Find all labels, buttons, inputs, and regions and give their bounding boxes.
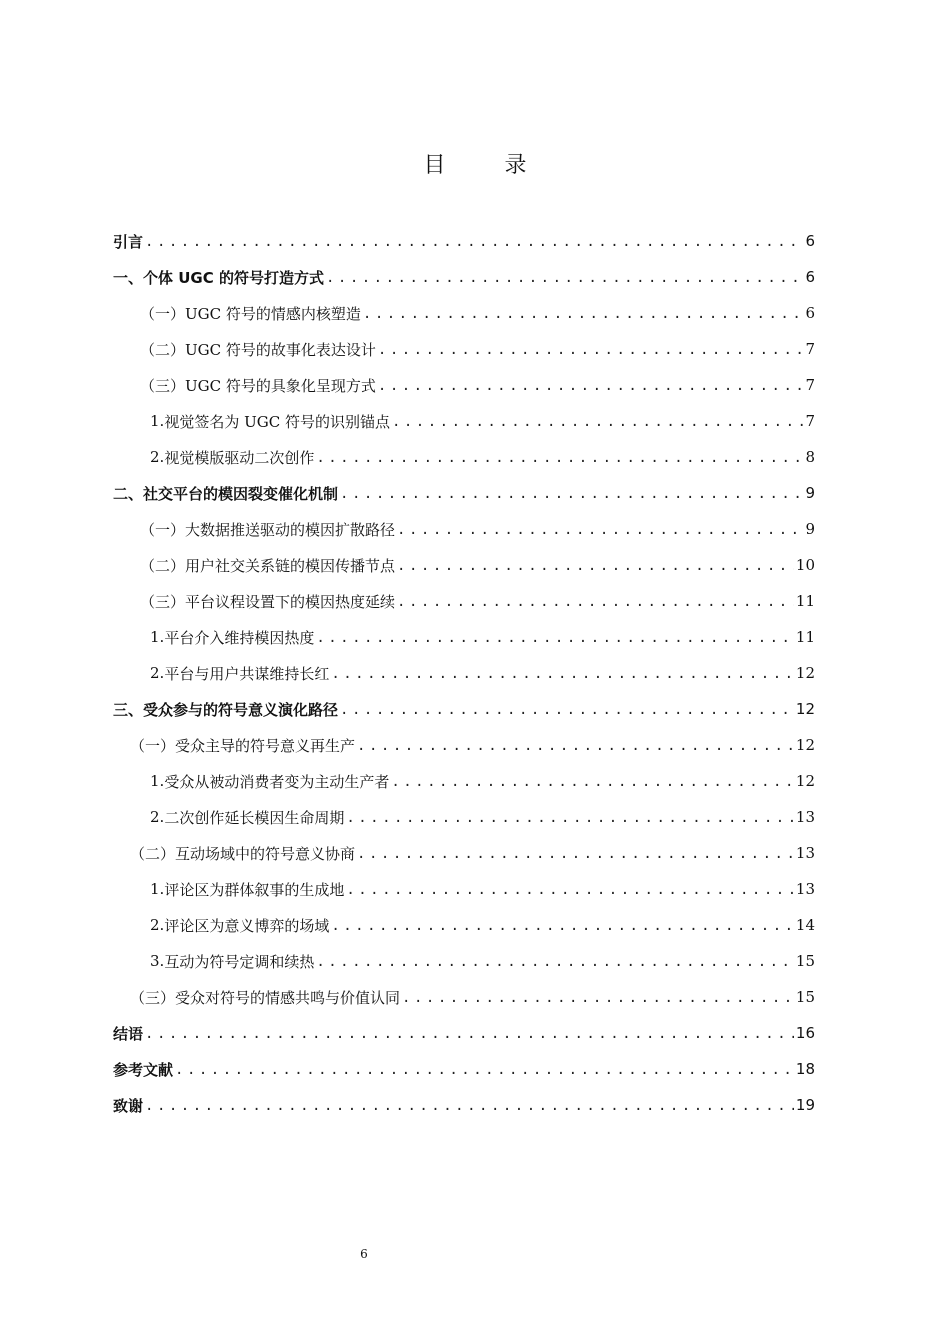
toc-entry-conclusion[interactable] <box>113 1015 815 1051</box>
dot-leader <box>346 800 794 836</box>
toc-entry-section-3-1[interactable] <box>130 727 815 763</box>
toc-entry-number: 1. <box>150 412 165 430</box>
dot-leader <box>316 620 794 656</box>
toc-entry-subsection-3-2-3[interactable] <box>150 943 815 979</box>
toc-entry-label: 评论区为意义博弈的场域 <box>164 916 330 935</box>
toc-entry-subsection-3-1-1[interactable] <box>150 763 815 799</box>
toc-entry-page: 11 <box>795 592 815 610</box>
dot-leader <box>175 1052 794 1088</box>
dot-leader <box>145 224 803 260</box>
toc-entry-page: 14 <box>795 916 815 934</box>
toc-entry-section-3-3[interactable] <box>130 979 815 1015</box>
toc-entry-introduction[interactable] <box>113 223 815 259</box>
toc-entry-label: 平台议程设置下的模因热度延续 <box>185 592 396 611</box>
toc-entry-page: 15 <box>795 952 815 970</box>
toc-entry-label: 视觉签名为 UGC 符号的识别锚点 <box>164 412 390 431</box>
toc-entry-label: 个体 UGC 的符号打造方式 <box>143 268 324 287</box>
toc-entry-number: （三） <box>140 592 186 611</box>
dot-leader <box>378 332 804 368</box>
toc-entry-page: 12 <box>795 736 815 754</box>
toc-entry-page: 13 <box>795 880 815 898</box>
toc-entry-label: 互动场域中的符号意义协商 <box>175 844 356 863</box>
toc-entry-label: 社交平台的模因裂变催化机制 <box>143 484 339 503</box>
dot-leader <box>392 404 804 440</box>
toc-entry-subsection-1-3-1[interactable] <box>150 403 815 439</box>
toc-entry-number: 三、 <box>113 700 144 719</box>
toc-entry-label: UGC 符号的情感内核塑造 <box>185 304 361 323</box>
toc-entry-label: 二次创作延长模因生命周期 <box>164 808 345 827</box>
toc-entry-label: 受众主导的符号意义再生产 <box>175 736 356 755</box>
toc-entry-number: 1. <box>150 628 165 646</box>
page-title: 目 录 <box>423 153 553 178</box>
toc-entry-chapter-2[interactable] <box>113 475 815 511</box>
toc-entry-label: UGC 符号的具象化呈现方式 <box>185 376 376 395</box>
toc-entry-page: 12 <box>795 772 815 790</box>
toc-entry-number: 2. <box>150 664 165 682</box>
toc-entry-label: UGC 符号的故事化表达设计 <box>185 340 376 359</box>
toc-entry-section-2-3[interactable] <box>140 583 815 619</box>
toc-entry-label: 视觉模版驱动二次创作 <box>164 448 315 467</box>
toc-entry-number: （一） <box>130 736 176 755</box>
toc-entry-number: 2. <box>150 916 165 934</box>
toc-entry-number: 1. <box>150 880 165 898</box>
toc-entry-subsection-1-3-2[interactable] <box>150 439 815 475</box>
toc-entry-references[interactable] <box>113 1051 815 1087</box>
toc-entry-page: 13 <box>795 808 815 826</box>
dot-leader <box>340 476 803 512</box>
toc-entry-number: 2. <box>150 808 165 826</box>
toc-entry-page: 6 <box>805 232 815 250</box>
toc-entry-page: 9 <box>805 520 815 538</box>
toc-entry-subsection-3-1-2[interactable] <box>150 799 815 835</box>
toc-entry-number: （一） <box>140 520 186 539</box>
toc-entry-section-1-2[interactable] <box>140 331 815 367</box>
toc-entry-number: 2. <box>150 448 165 466</box>
toc-entry-label: 受众对符号的情感共鸣与价值认同 <box>175 988 401 1007</box>
toc-entry-chapter-1[interactable] <box>113 259 815 295</box>
dot-leader <box>145 1016 794 1052</box>
toc-entry-number: （三） <box>130 988 176 1007</box>
toc-entry-label: 评论区为群体叙事的生成地 <box>164 880 345 899</box>
toc-entry-section-1-3[interactable] <box>140 367 815 403</box>
toc-entry-acknowledgements[interactable] <box>113 1087 815 1123</box>
toc-entry-page: 12 <box>795 664 815 682</box>
toc-entry-number: 二、 <box>113 484 144 503</box>
dot-leader <box>340 692 794 728</box>
dot-leader <box>357 728 794 764</box>
toc-entry-section-3-2[interactable] <box>130 835 815 871</box>
toc-entry-label: 互动为符号定调和续热 <box>164 952 315 971</box>
toc-entry-number: （二） <box>140 556 186 575</box>
toc-entry-label: 平台与用户共谋维持长红 <box>164 664 330 683</box>
toc-entry-number: （二） <box>140 340 186 359</box>
footer-page-number: 6 <box>360 1247 368 1261</box>
dot-leader <box>397 548 794 584</box>
toc-entry-page: 13 <box>795 844 815 862</box>
toc-entry-page: 10 <box>795 556 815 574</box>
dot-leader <box>397 512 803 548</box>
toc-entry-label: 大数据推送驱动的模因扩散路径 <box>185 520 396 539</box>
dot-leader <box>346 872 794 908</box>
dot-leader <box>316 440 803 476</box>
dot-leader <box>391 764 794 800</box>
toc-entry-number: 一、 <box>113 268 144 287</box>
toc-entry-label: 用户社交关系链的模因传播节点 <box>185 556 396 575</box>
toc-entry-label: 致谢 <box>113 1096 144 1115</box>
toc-entry-subsection-3-2-1[interactable] <box>150 871 815 907</box>
toc-entry-number: （一） <box>140 304 186 323</box>
toc-entry-label: 引言 <box>113 232 144 251</box>
toc-entry-number: （三） <box>140 376 186 395</box>
toc-entry-page: 6 <box>805 268 815 286</box>
toc-entry-section-1-1[interactable] <box>140 295 815 331</box>
dot-leader <box>363 296 804 332</box>
toc-entry-number: （二） <box>130 844 176 863</box>
toc-entry-page: 8 <box>805 448 815 466</box>
toc-entry-subsection-2-3-1[interactable] <box>150 619 815 655</box>
dot-leader <box>397 584 794 620</box>
toc-entry-label: 参考文献 <box>113 1060 174 1079</box>
dot-leader <box>402 980 794 1016</box>
toc-entry-label: 受众参与的符号意义演化路径 <box>143 700 339 719</box>
toc-entry-label: 受众从被动消费者变为主动生产者 <box>164 772 390 791</box>
toc-entry-page: 12 <box>795 700 815 718</box>
toc-entry-label: 平台介入维持模因热度 <box>164 628 315 647</box>
toc-entry-page: 19 <box>795 1096 815 1114</box>
toc-entry-section-2-2[interactable] <box>140 547 815 583</box>
toc-entry-page: 6 <box>805 304 815 322</box>
toc-entry-page: 7 <box>805 412 815 430</box>
dot-leader <box>378 368 804 404</box>
toc-entry-page: 11 <box>795 628 815 646</box>
toc-entry-page: 15 <box>795 988 815 1006</box>
toc-entry-page: 16 <box>795 1024 815 1042</box>
dot-leader <box>326 260 803 296</box>
toc-entry-page: 18 <box>795 1060 815 1078</box>
dot-leader <box>316 944 794 980</box>
dot-leader <box>145 1088 794 1124</box>
toc-entry-page: 7 <box>805 340 815 358</box>
dot-leader <box>357 836 794 872</box>
toc-entry-label: 结语 <box>113 1024 144 1043</box>
toc-entry-page: 9 <box>805 484 815 502</box>
toc-entry-page: 7 <box>805 376 815 394</box>
toc-entry-chapter-3[interactable] <box>113 691 815 727</box>
toc-entry-subsection-2-3-2[interactable] <box>150 655 815 691</box>
toc-entry-number: 1. <box>150 772 165 790</box>
dot-leader <box>331 656 794 692</box>
dot-leader <box>331 908 794 944</box>
toc-entry-number: 3. <box>150 952 165 970</box>
toc-entry-subsection-3-2-2[interactable] <box>150 907 815 943</box>
toc-entry-section-2-1[interactable] <box>140 511 815 547</box>
